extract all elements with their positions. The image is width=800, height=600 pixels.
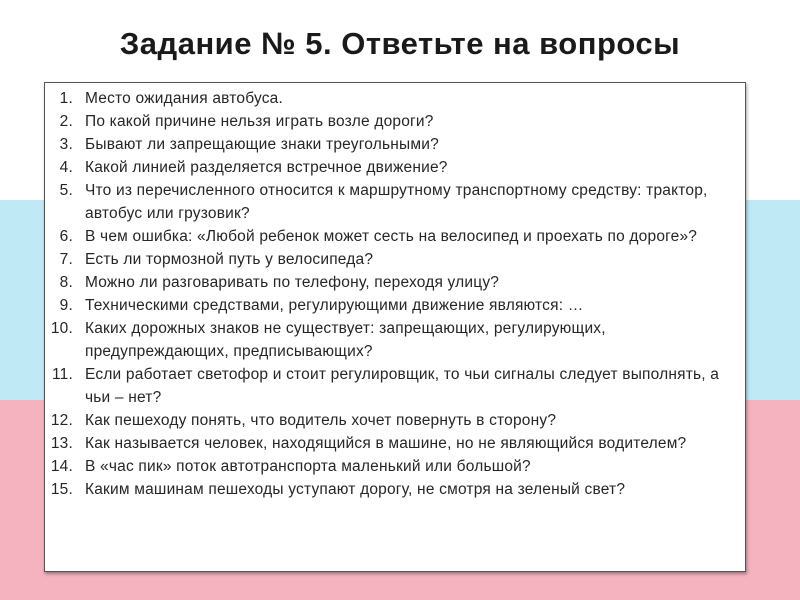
question-item [45, 248, 745, 271]
question-number: 9. [59, 297, 73, 314]
question-text: Каким машинам пешеходы уступают дорогу, не смотря на зеленый свет? [85, 481, 626, 498]
question-number: 14. [50, 458, 73, 475]
question-item [45, 271, 745, 294]
question-text: Бывают ли запрещающие знаки треугольными? [85, 136, 439, 153]
question-item [45, 179, 745, 225]
question-text: В чем ошибка: «Любой ребенок может сесть на велосипед и проехать по дороге»? [85, 228, 698, 245]
question-text: Техническими средствами, регулирующими движение являются: … [85, 297, 584, 314]
question-text: По какой причине нельзя играть возле дороги? [85, 113, 434, 130]
question-text: Есть ли тормозной путь у велосипеда? [85, 251, 374, 268]
question-text: Как называется человек, находящийся в машине, но не являющийся водителем? [85, 435, 687, 452]
question-number: 4. [59, 159, 73, 176]
question-box [44, 82, 746, 572]
question-number: 3. [59, 136, 73, 153]
question-number: 11. [52, 366, 73, 383]
question-item [45, 478, 745, 501]
question-text: Если работает светофор и стоит регулировщик, то чьи сигналы следует выполнять, а чьи – нет? [85, 366, 720, 406]
question-number: 15. [50, 481, 73, 498]
question-text: Как пешеходу понять, что водитель хочет повернуть в сторону? [85, 412, 557, 429]
question-number: 10. [50, 320, 73, 337]
question-item [45, 156, 745, 179]
question-text: Можно ли разговаривать по телефону, переходя улицу? [85, 274, 500, 291]
question-item [45, 110, 745, 133]
question-item [45, 225, 745, 248]
question-text: Место ожидания автобуса. [85, 90, 284, 107]
question-list [45, 87, 745, 501]
question-item [45, 294, 745, 317]
question-item [45, 455, 745, 478]
question-item [45, 87, 745, 110]
question-text: Что из перечисленного относится к маршрутному транспортному средству: трактор, автобус или грузовик? [85, 182, 708, 222]
question-number: 8. [59, 274, 73, 291]
question-item [45, 317, 745, 363]
question-item [45, 432, 745, 455]
question-number: 6. [59, 228, 73, 245]
question-number: 5. [59, 182, 73, 199]
question-item [45, 409, 745, 432]
question-text: Каких дорожных знаков не существует: запрещающих, регулирующих, предупреждающих, предписывающих? [85, 320, 606, 360]
question-number: 13. [50, 435, 73, 452]
question-item [45, 133, 745, 156]
question-text: Какой линией разделяется встречное движение? [85, 159, 448, 176]
question-number: 2. [59, 113, 73, 130]
question-number: 1. [59, 90, 73, 107]
slide-title: Задание № 5. Ответьте на вопросы [119, 26, 681, 61]
question-number: 7. [59, 251, 73, 268]
question-number: 12. [50, 412, 73, 429]
question-text: В «час пик» поток автотранспорта маленький или большой? [85, 458, 531, 475]
question-item [45, 363, 745, 409]
